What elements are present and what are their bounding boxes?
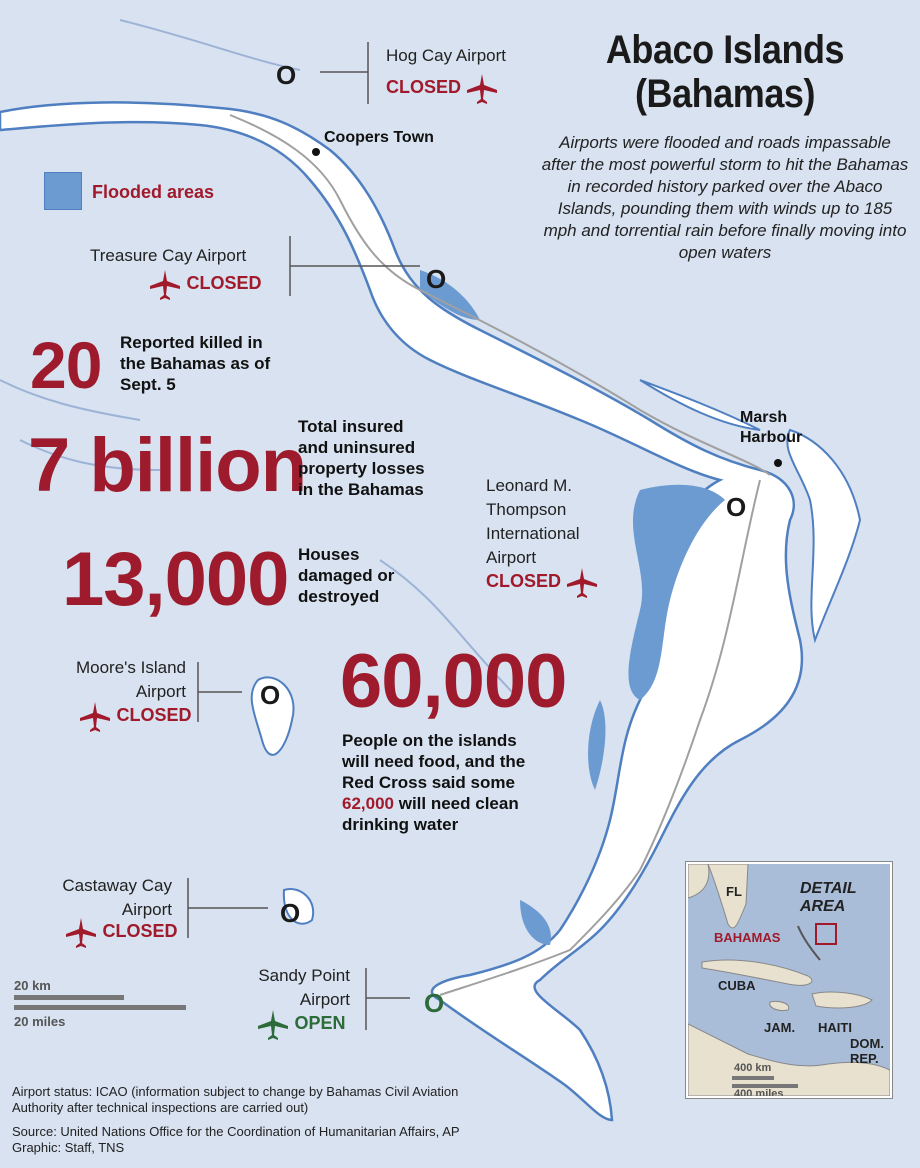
hog-cay-marker: O [276, 60, 297, 90]
sandy-point-line-1: Sandy Point [258, 966, 350, 985]
marsh-harbour-dot [774, 459, 782, 467]
locator-inset-map [686, 862, 892, 1098]
footer-status-line-1: Airport status: ICAO (information subject to change by Bahamas Civil Aviation [12, 1084, 459, 1099]
people-line-3: Red Cross said some [342, 773, 515, 792]
moores-status [78, 700, 191, 734]
inset-detail-line-1: DETAIL [800, 880, 857, 897]
leonard-line-2: Thompson [486, 500, 567, 519]
inset-detail-label [800, 880, 857, 916]
airplane-icon [78, 700, 112, 734]
people-value: 60,000 [340, 639, 567, 724]
losses-line-3: property losses [298, 459, 425, 478]
houses-line-2: damaged or [298, 566, 395, 585]
airplane-icon [64, 916, 98, 950]
people-line-4-rest: will need clean [394, 794, 519, 813]
castaway-line-1: Castaway Cay [62, 876, 172, 895]
people-desc [342, 730, 525, 835]
map-title [577, 28, 874, 116]
flood-legend-swatch [44, 172, 82, 210]
hog-cay-airport-name: Hog Cay Airport [386, 46, 506, 65]
sandy-point-status-text: OPEN [294, 1013, 346, 1034]
people-line-4 [342, 793, 525, 814]
footer-credits [12, 1124, 460, 1156]
detail-area-box [816, 924, 836, 944]
moores-status-text: CLOSED [116, 705, 192, 726]
inset-haiti-label: HAITI [818, 1020, 852, 1035]
killed-desc [120, 332, 270, 395]
airplane-icon [565, 566, 599, 600]
scale-miles-label: 20 miles [14, 1014, 66, 1029]
marsh-line-1: Marsh [740, 409, 788, 426]
houses-desc [298, 544, 394, 607]
moores-marker: O [260, 680, 281, 710]
leonard-airport-name [486, 474, 580, 570]
sandy-point-marker: O [424, 988, 445, 1018]
people-line-2: will need food, and the [342, 752, 526, 771]
houses-line-1: Houses [298, 545, 360, 564]
sandy-point-airport-name [222, 964, 350, 1012]
inset-detail-line-2: AREA [800, 898, 846, 915]
water-need-highlight: 62,000 [342, 794, 394, 813]
castaway-status [64, 916, 177, 950]
treasure-cay-status-text: CLOSED [186, 273, 262, 294]
killed-line-2: the Bahamas as of [120, 354, 271, 373]
scale-bar-km [14, 995, 124, 1000]
leonard-line-3: International [486, 524, 580, 543]
houses-line-3: destroyed [298, 587, 380, 606]
inset-jam-label: JAM. [764, 1020, 796, 1035]
sandy-point-line-2: Airport [299, 990, 350, 1009]
castaway-airport-name [44, 874, 172, 922]
coopers-town-dot [312, 148, 320, 156]
inset-cuba-label: CUBA [718, 978, 756, 993]
killed-line-1: Reported killed in [120, 333, 263, 352]
inset-scale-miles: 400 miles [734, 1088, 784, 1098]
inset-scale-km: 400 km [734, 1062, 772, 1074]
castaway-status-text: CLOSED [102, 921, 178, 942]
scale-km-label: 20 km [14, 978, 51, 993]
castaway-line-2: Airport [121, 900, 172, 919]
leonard-line-1: Leonard M. [486, 476, 572, 495]
moores-line-1: Moore's Island [75, 658, 186, 677]
leader-lines [188, 42, 420, 1030]
inset-fl-label: FL [726, 884, 742, 899]
losses-value: 7 billion [28, 423, 307, 508]
leonard-marker: O [726, 492, 747, 522]
title-line-1: Abaco Islands [605, 28, 845, 72]
killed-line-3: Sept. 5 [120, 375, 176, 394]
hog-cay-status-text: CLOSED [386, 77, 462, 98]
footer-source: Source: United Nations Office for the Coordination of Humanitarian Affairs, AP [12, 1124, 460, 1139]
footer-airport-status [12, 1084, 458, 1116]
inset-bahamas-label: BAHAMAS [714, 930, 781, 945]
flood-legend-label: Flooded areas [92, 182, 215, 202]
footer-graphic: Graphic: Staff, TNS [12, 1140, 125, 1155]
leonard-line-4: Airport [486, 548, 537, 567]
inset-dom-rep-label [850, 1036, 884, 1066]
treasure-cay-status [148, 268, 261, 302]
leonard-status-text: CLOSED [486, 571, 562, 592]
coopers-town-label: Coopers Town [324, 129, 434, 146]
losses-desc [298, 416, 425, 500]
sandy-point-status [256, 1008, 345, 1042]
people-line-5: drinking water [342, 815, 459, 834]
footer-status-line-2: Authority after technical inspections are carried out) [12, 1100, 309, 1115]
map-subtitle: Airports were flooded and roads impassable after the most powerful storm to hit the Bahamas in recorded history parked over the Abaco Islands, pounding them with winds up to 185 mph and torrential rain before finally moving into open waters [541, 133, 909, 262]
title-line-2: (Bahamas) [634, 72, 815, 116]
inset-dom-line-2: REP. [850, 1051, 879, 1066]
losses-line-1: Total insured [298, 417, 404, 436]
moores-airport-name [58, 656, 186, 704]
inset-dom-line-1: DOM. [850, 1036, 884, 1051]
losses-line-4: in the Bahamas [298, 480, 424, 499]
people-line-1: People on the islands [342, 731, 517, 750]
treasure-cay-marker: O [426, 264, 447, 294]
killed-value: 20 [30, 328, 102, 402]
castaway-marker: O [280, 898, 301, 928]
airplane-icon [465, 72, 499, 106]
marsh-line-2: Harbour [740, 429, 803, 446]
marsh-harbour-label [740, 408, 802, 448]
treasure-cay-airport-name: Treasure Cay Airport [90, 246, 247, 265]
scale-bar-miles [14, 1005, 186, 1010]
hog-cay-status [386, 72, 499, 106]
leonard-status [486, 566, 599, 600]
airplane-icon [256, 1008, 290, 1042]
airplane-icon [148, 268, 182, 302]
houses-value: 13,000 [62, 537, 289, 622]
losses-line-2: and uninsured [298, 438, 416, 457]
moores-line-2: Airport [135, 682, 186, 701]
